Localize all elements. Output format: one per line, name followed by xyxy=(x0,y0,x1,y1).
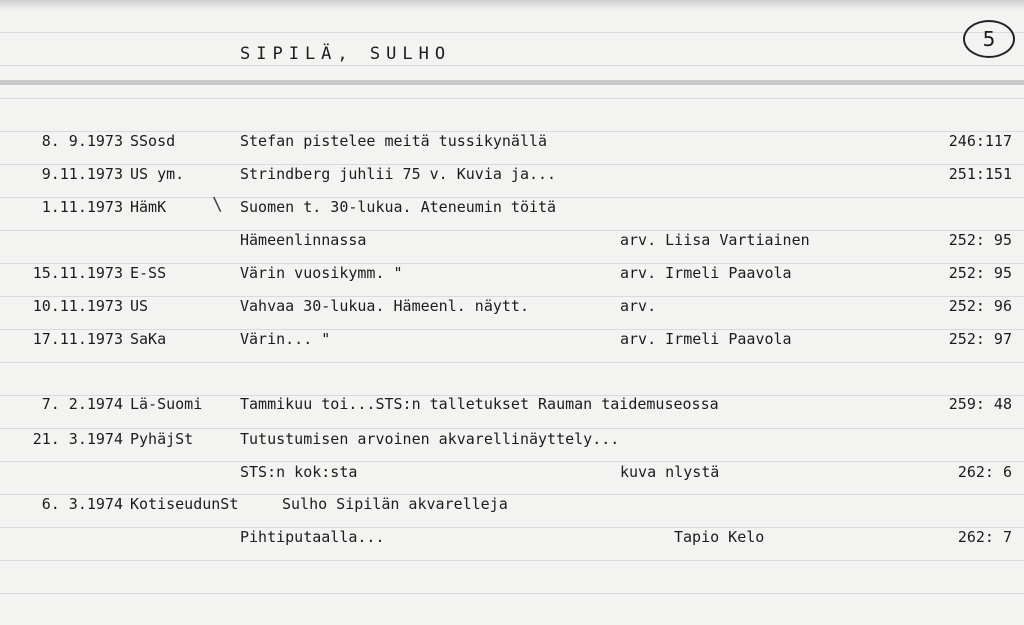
entry-date: 9.11.1973 xyxy=(41,165,123,183)
entry-source: Lä-Suomi xyxy=(130,395,203,413)
entry-row xyxy=(0,491,1024,521)
entry-date: 6. 3.1974 xyxy=(41,495,123,513)
entry-date: 1.11.1973 xyxy=(41,198,123,216)
entry-row xyxy=(0,326,1024,356)
entry-ref: 251:151 xyxy=(948,165,1012,183)
entry-ref: 262: 7 xyxy=(957,528,1012,546)
entry-ref: 246:117 xyxy=(948,132,1012,150)
entry-source: US ym. xyxy=(130,165,185,183)
entry-source: US xyxy=(130,297,149,315)
entry-title: Tutustumisen arvoinen akvarellinäyttely... xyxy=(240,430,620,448)
entry-date: 17.11.1973 xyxy=(32,330,123,348)
entry-ref: 262: 6 xyxy=(957,463,1012,481)
entry-ref: 252: 96 xyxy=(948,297,1012,315)
entry-title: Hämeenlinnassa xyxy=(240,231,367,249)
entry-row xyxy=(0,426,1024,456)
entry-title: Pihtiputaalla... xyxy=(240,528,385,546)
entry-row xyxy=(0,194,1024,224)
entry-title: Värin... " xyxy=(240,330,331,348)
entry-row xyxy=(0,128,1024,158)
entry-title: Tammikuu toi...STS:n talletukset Rauman taidemuseossa xyxy=(240,395,719,413)
entry-ref: 252: 97 xyxy=(948,330,1012,348)
card-number-badge xyxy=(963,20,1015,58)
entry-source: E-SS xyxy=(130,264,167,282)
entry-source: KotiseudunSt xyxy=(130,495,239,513)
entry-ref: 252: 95 xyxy=(948,231,1012,249)
entry-date: 21. 3.1974 xyxy=(32,430,123,448)
entry-row xyxy=(0,260,1024,290)
card-title: SIPILÄ, SULHO xyxy=(240,44,452,64)
entry-row xyxy=(0,227,1024,257)
entry-author: arv. xyxy=(620,297,657,315)
entry-author: Tapio Kelo xyxy=(674,528,765,546)
card-top-edge xyxy=(0,0,1024,10)
entry-source: SSosd xyxy=(130,132,176,150)
entry-title: Strindberg juhlii 75 v. Kuvia ja... xyxy=(240,165,557,183)
entry-row xyxy=(0,391,1024,421)
entry-title: Stefan pistelee meitä tussikynällä xyxy=(240,132,548,150)
entry-source: PyhäjSt xyxy=(130,430,194,448)
entry-row xyxy=(0,161,1024,191)
entry-author: kuva nlystä xyxy=(620,463,720,481)
entry-author: arv. Irmeli Paavola xyxy=(620,330,792,348)
entry-title: Vahvaa 30-lukua. Hämeenl. näytt. xyxy=(240,297,529,315)
entry-ref: 259: 48 xyxy=(948,395,1012,413)
entry-title: Sulho Sipilän akvarelleja xyxy=(282,495,508,513)
entry-date: 10.11.1973 xyxy=(32,297,123,315)
entry-row xyxy=(0,293,1024,323)
entry-source: HämK xyxy=(130,198,167,216)
entry-row xyxy=(0,524,1024,554)
entry-title: Suomen t. 30-lukua. Ateneumin töitä xyxy=(240,198,557,216)
entry-source: SaKa xyxy=(130,330,167,348)
entry-date: 15.11.1973 xyxy=(32,264,123,282)
entry-author: arv. Liisa Vartiainen xyxy=(620,231,810,249)
entry-date: 7. 2.1974 xyxy=(41,395,123,413)
entry-ref: 252: 95 xyxy=(948,264,1012,282)
header-divider xyxy=(0,80,1024,85)
card-number: 5 xyxy=(982,27,996,51)
continuation-mark: \ xyxy=(212,194,223,215)
entry-date: 8. 9.1973 xyxy=(41,132,123,150)
entry-row xyxy=(0,459,1024,489)
entry-author: arv. Irmeli Paavola xyxy=(620,264,792,282)
entry-title: Värin vuosikymm. " xyxy=(240,264,403,282)
entry-title: STS:n kok:sta xyxy=(240,463,358,481)
